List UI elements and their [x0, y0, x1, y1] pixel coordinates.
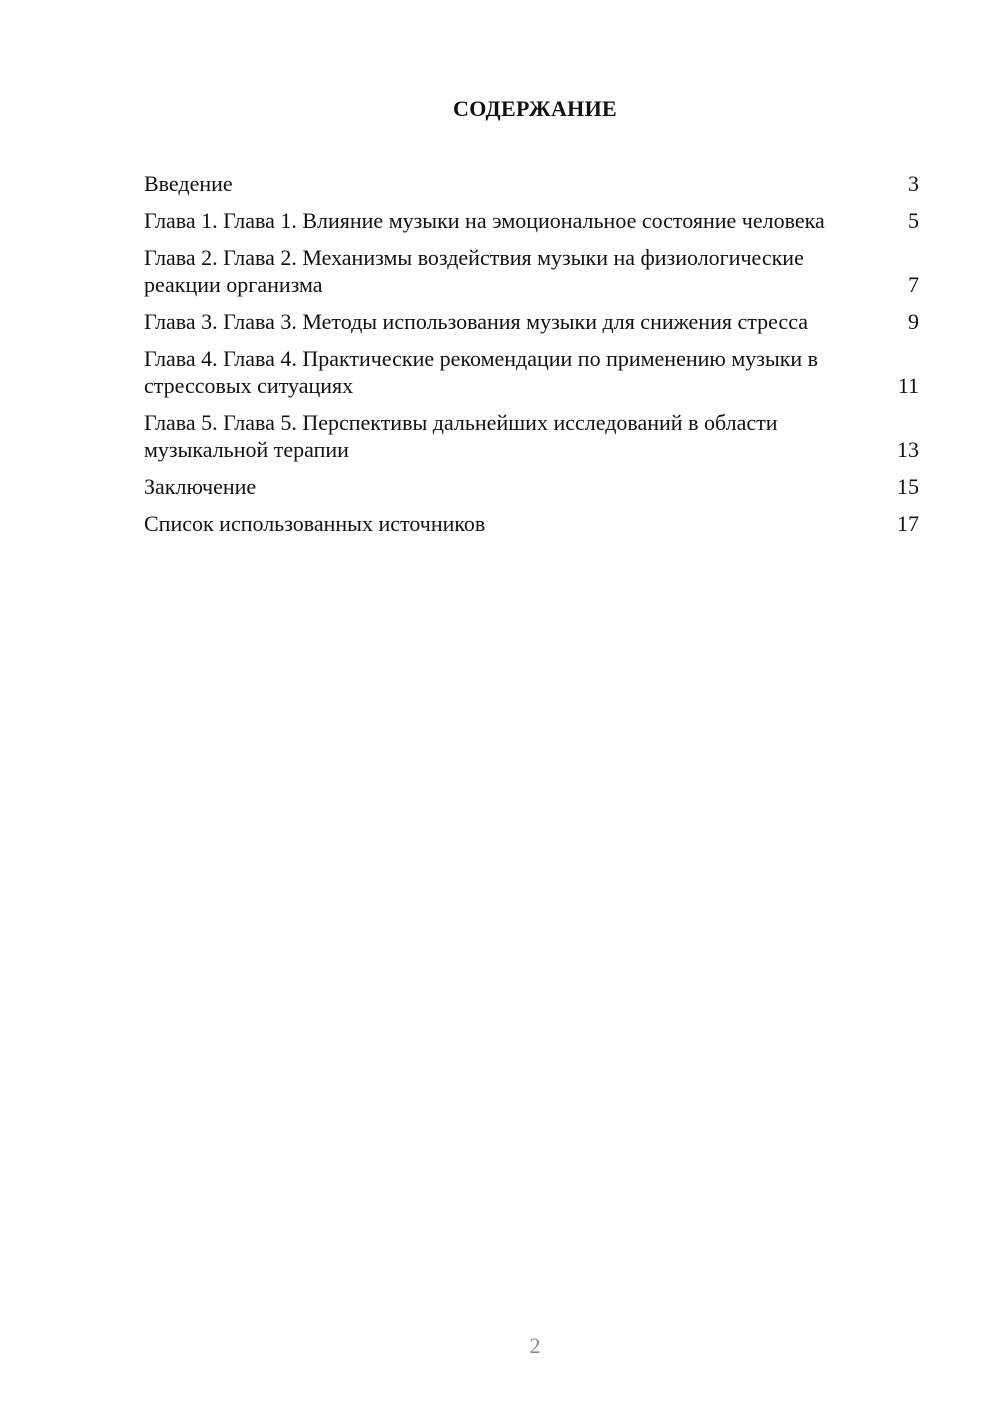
toc-entry-page: 7	[908, 272, 919, 297]
toc-entry-text: Глава 1. Глава 1. Влияние музыки на эмоциональное состояние человека	[144, 208, 825, 233]
toc-entry-page: 3	[908, 171, 919, 196]
toc-entry-conclusion[interactable]	[144, 473, 919, 500]
toc-entry-page: 11	[897, 373, 919, 398]
toc-entry-page: 17	[897, 511, 919, 536]
toc-entry-references[interactable]	[144, 510, 919, 537]
toc-entry-text: Глава 4. Глава 4. Практические рекомендации по применению музыки в стрессовых ситуациях	[144, 346, 819, 398]
toc-entry-chapter-4[interactable]	[144, 345, 919, 399]
toc-entry-text: Глава 3. Глава 3. Методы использования музыки для снижения стресса	[144, 309, 808, 334]
toc-entry-chapter-2[interactable]	[144, 244, 919, 298]
toc-entry-text: Введение	[144, 171, 233, 196]
toc-entry-chapter-5[interactable]	[144, 409, 919, 463]
toc-entry-text: Список использованных источников	[144, 511, 486, 536]
toc-entry-text: Заключение	[144, 474, 257, 499]
toc-entry-text: Глава 5. Глава 5. Перспективы дальнейших исследований в области музыкальной терапии	[144, 410, 778, 462]
toc-entry-introduction[interactable]	[144, 170, 919, 197]
toc-entry-page: 5	[908, 208, 919, 233]
toc-entry-chapter-1[interactable]	[144, 207, 919, 234]
toc-title: СОДЕРЖАНИЕ	[453, 96, 617, 121]
toc-entry-page: 15	[897, 474, 919, 499]
table-of-contents	[144, 170, 919, 547]
toc-entry-page: 9	[908, 309, 919, 334]
toc-entry-text: Глава 2. Глава 2. Механизмы воздействия музыки на физиологические реакции организма	[144, 245, 804, 297]
toc-entry-page: 13	[897, 437, 919, 462]
toc-entry-chapter-3[interactable]	[144, 308, 919, 335]
page-number: 2	[529, 1333, 541, 1358]
